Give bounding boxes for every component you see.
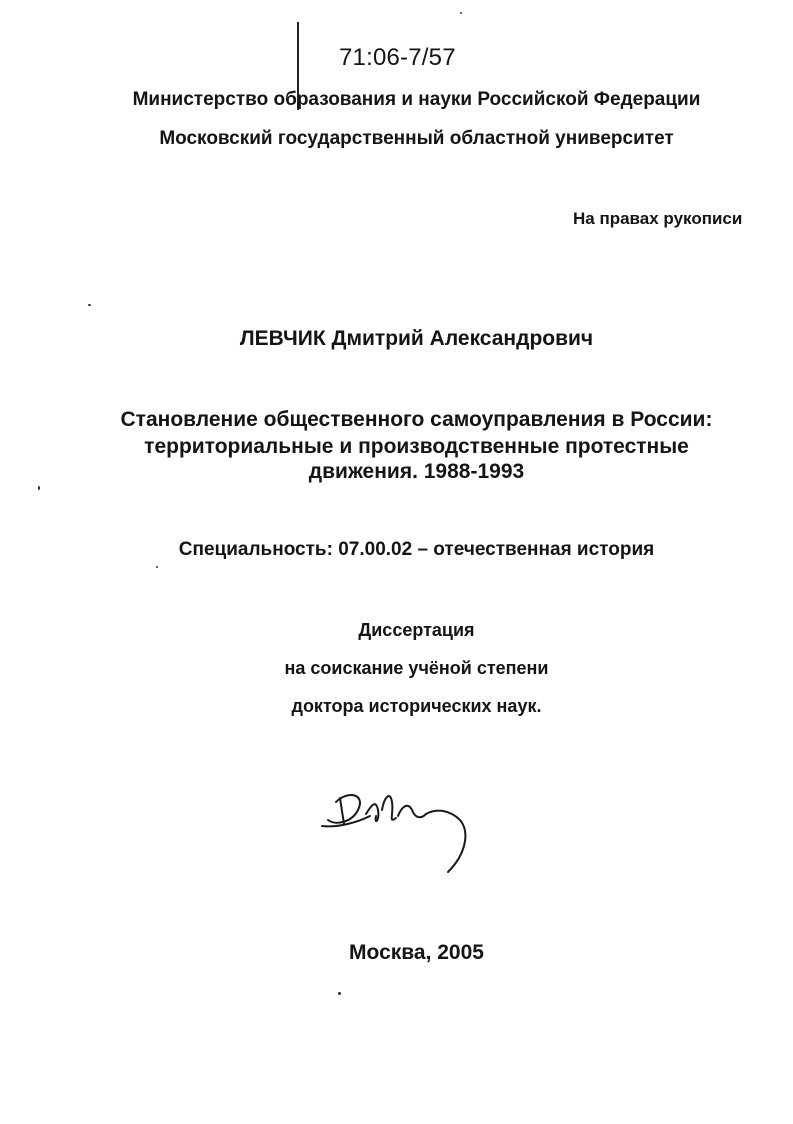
title-line-3: движения. 1988-1993 [308, 460, 525, 483]
dissertation-line-3: доктора исторических наук. [291, 696, 542, 716]
author-name: ЛЕВЧИК Дмитрий Александрович [239, 327, 594, 350]
dissertation-line-1: Диссертация [358, 620, 475, 640]
scan-speck [88, 304, 91, 306]
title-line-1: Становление общественного самоуправления в России: [120, 408, 713, 431]
handwritten-signature [318, 780, 488, 890]
manuscript-rights-note: На правах рукописи [573, 209, 743, 228]
specialty-line: Специальность: 07.00.02 – отечественная история [178, 539, 655, 560]
scan-speck [460, 12, 462, 14]
ministry-heading: Министерство образования и науки Российской Федерации [132, 89, 701, 110]
title-line-2: территориальные и производственные протестные [144, 435, 689, 458]
dissertation-line-2: на соискание учёной степени [284, 658, 549, 678]
catalog-number: 71:06-7/57 [339, 44, 456, 71]
scan-speck [38, 486, 40, 490]
city-year: Москва, 2005 [349, 941, 484, 964]
scan-speck [156, 566, 158, 568]
scan-speck [338, 992, 341, 995]
university-heading: Московский государственный областной университет [159, 128, 674, 149]
